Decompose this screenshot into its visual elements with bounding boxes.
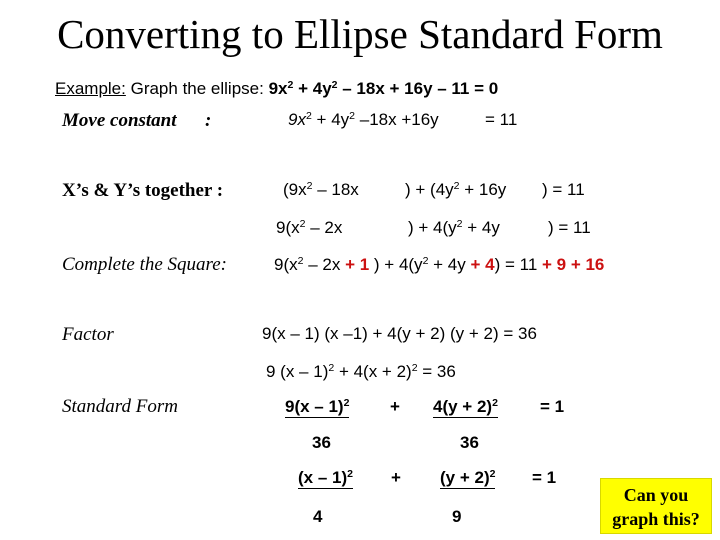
standard-plus: + xyxy=(390,397,400,416)
final-equals-one: = 1 xyxy=(532,468,557,487)
standard-numerator-y: $4(y + 2)^2$ xyxy=(433,397,498,416)
move-constant-label: Move constant xyxy=(62,110,177,131)
example-line xyxy=(55,80,498,97)
together-eq1-left: ($9x^2 - 18x$ xyxy=(283,180,359,199)
standard-denominator-x: 36 xyxy=(312,433,331,452)
final-numerator-y: $(y + 2)^2$ xyxy=(440,468,496,487)
factored-squares-equation: 9 $(x - 1)^2 + 4(x + 2)^2 = 36$ xyxy=(266,362,456,381)
together-eq2-left: $9(x^2 - 2x$ xyxy=(276,218,343,237)
factor-equation: 9(x – 1) (x –1) + 4(y + 2) (y + 2) = 36 xyxy=(262,324,537,343)
example-label: Example: xyxy=(55,79,126,98)
final-plus: + xyxy=(391,468,401,487)
callout-line-1: Can you xyxy=(623,485,689,505)
standard-numerator-x: 9(x – 1)$^2$ xyxy=(285,397,350,416)
final-numerator-x: (x – 1)$^2$ xyxy=(298,468,353,487)
factor-label: Factor xyxy=(62,324,114,345)
added-terms-rhs: + 9 + 16 xyxy=(542,255,605,274)
example-text: Graph the ellipse: xyxy=(125,79,269,98)
move-constant-rhs: = 11 xyxy=(485,110,518,129)
added-term-x: + 1 xyxy=(345,255,370,274)
standard-denominator-y: 36 xyxy=(460,433,479,452)
complete-square-equation: $9(x^2 - 2x + 1$ ) + $4(y^2 + 4y + 4) = 11 + 9 + 16$ xyxy=(274,255,605,274)
added-term-y: + 4 xyxy=(470,255,495,274)
standard-form-label: Standard Form xyxy=(62,396,178,417)
standard-equals-one: = 1 xyxy=(540,397,565,416)
complete-square-label: Complete the Square: xyxy=(62,254,227,275)
example-equation: $9x^2 + 4y^2 - 18x + 16y - 11 = 0$ xyxy=(268,79,499,98)
slide-title: Converting to Ellipse Standard Form xyxy=(57,11,663,57)
together-eq1-right: ) + ($4y^2 + 16y$ xyxy=(405,180,507,199)
final-denominator-x: 4 xyxy=(313,507,323,526)
together-eq1-rhs: ) = 11 xyxy=(542,180,585,199)
move-constant-equation: $9x^2 + 4y^2$ –18x +16y xyxy=(288,110,439,129)
final-denominator-y: 9 xyxy=(452,507,462,526)
together-eq2-rhs: ) = 11 xyxy=(548,218,591,237)
together-label: X’s & Y’s together : xyxy=(62,180,224,201)
graph-prompt-callout xyxy=(600,478,712,534)
together-eq2-right: ) + $4(y^2 + 4y$ xyxy=(408,218,500,237)
move-constant-colon: : xyxy=(205,110,212,131)
callout-line-2: graph this? xyxy=(612,509,700,529)
